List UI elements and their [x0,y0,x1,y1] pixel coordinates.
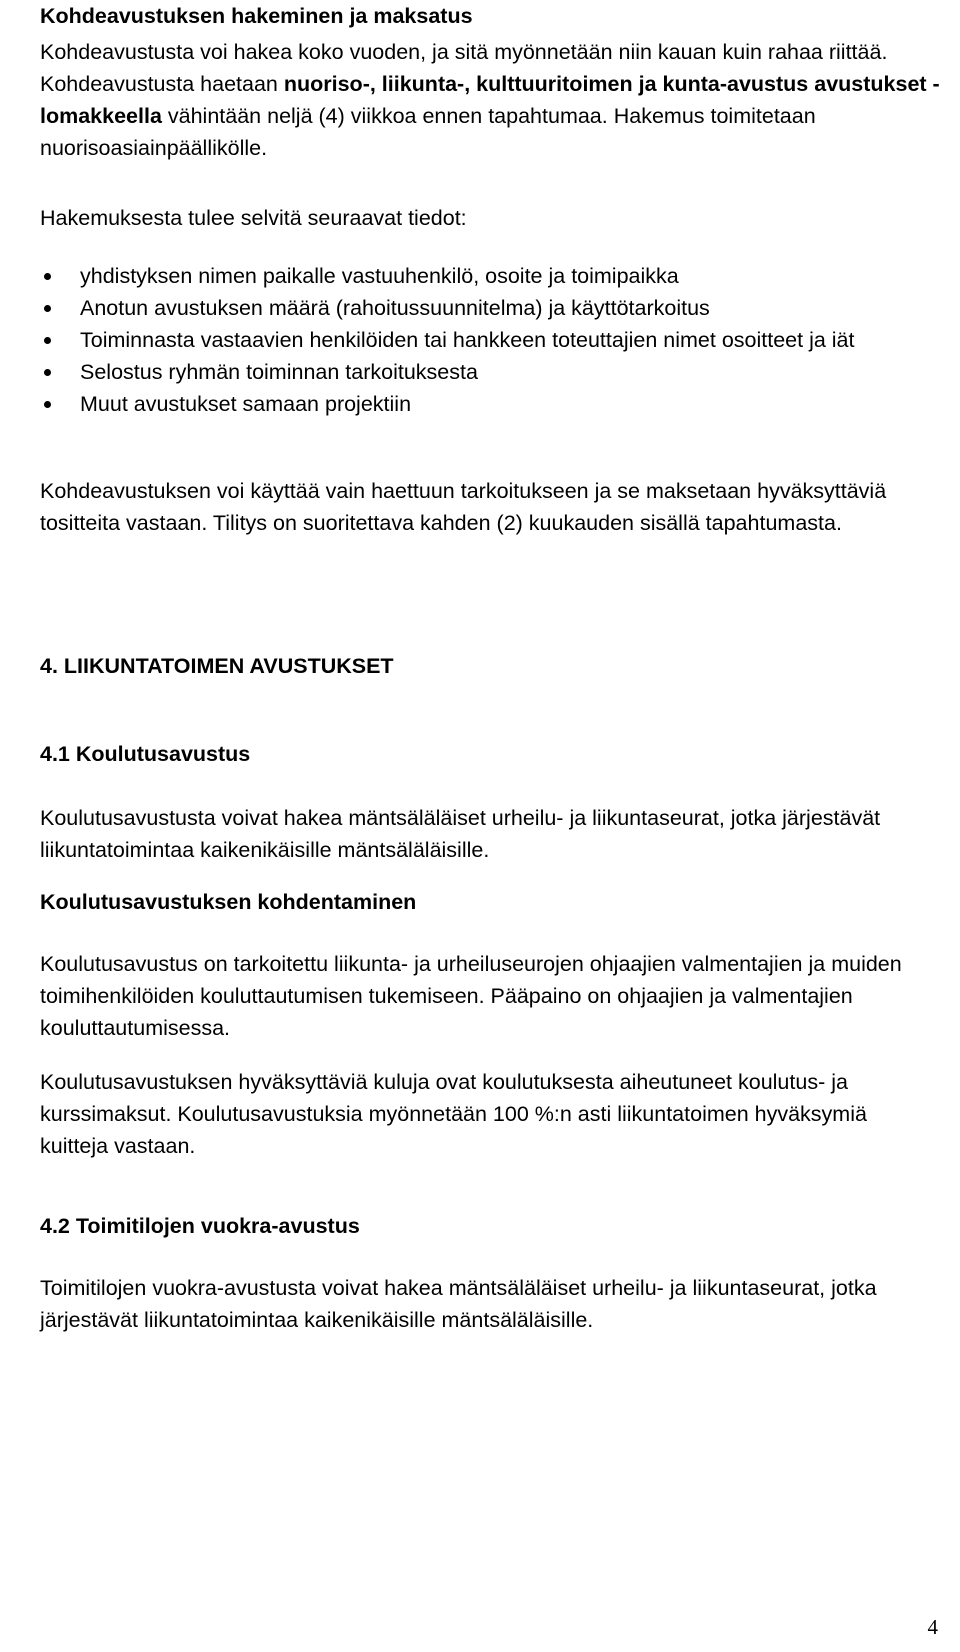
list-item-text: yhdistyksen nimen paikalle vastuuhenkilö, osoite ja toimipaikka [80,264,679,288]
bullet-icon [44,305,51,312]
bullet-icon [44,401,51,408]
bullet-icon [44,337,51,344]
bullet-icon [44,369,51,376]
list-item [40,388,940,420]
section-4-1-paragraph-1: Koulutusavustusta voivat hakea mäntsäläläiset urheilu- ja liikuntaseurat, jotka järjestävät liikuntatoimintaa kaikenikäisille mäntsäläläisille. [40,806,881,862]
page-number: 4 [927,1615,938,1639]
section-heading-4-2: 4.2 Toimitilojen vuokra-avustus [40,1214,360,1238]
section-heading-4: 4. LIIKUNTATOIMEN AVUSTUKSET [40,654,394,678]
list-item-text: Anotun avustuksen määrä (rahoitussuunnitelma) ja käyttötarkoitus [80,296,710,320]
section-4-1-paragraph-2: Koulutusavustus on tarkoitettu liikunta- ja urheiluseurojen ohjaajien valmentajien ja muiden toimihenkilöiden kouluttautumisen tukemiseen. Pääpaino on ohjaajien ja valmentajien kouluttautumisessa. [40,952,902,1040]
list-item [40,292,940,324]
paragraph-text: Kohdeavustusta voi hakea koko vuoden, ja sitä myönnetään niin kauan kuin rahaa riittää. Kohdeavustusta haetaan [40,40,888,96]
section-heading-4-1: 4.1 Koulutusavustus [40,742,251,766]
section-heading-funding-apply: Kohdeavustuksen hakeminen ja maksatus [40,4,473,28]
list-item-text: Toiminnasta vastaavien henkilöiden tai hankkeen toteuttajien nimet osoitteet ja iät [80,328,855,352]
list-item-text: Selostus ryhmän toiminnan tarkoituksesta [80,360,478,384]
list-item-text: Muut avustukset samaan projektiin [80,392,412,416]
subheading-training-allocation: Koulutusavustuksen kohdentaminen [40,890,417,914]
funding-apply-paragraph-1 [40,36,940,164]
required-info-list [40,260,940,420]
paragraph-text: vähintään neljä (4) viikkoa ennen tapahtumaa. Hakemus toimitetaan nuorisoasiainpäällikölle. [40,104,816,160]
bullet-icon [44,273,51,280]
list-item [40,356,940,388]
section-4-1-paragraph-3: Koulutusavustuksen hyväksyttäviä kuluja ovat koulutuksesta aiheutuneet koulutus- ja kurssimaksut. Koulutusavustuksia myönnetään 100 %:n asti liikuntatoimen hyväksymiä kuitteja vastaan. [40,1070,867,1158]
section-4-2-paragraph-1: Toimitilojen vuokra-avustusta voivat hakea mäntsäläläiset urheilu- ja liikuntaseurat, jotka järjestävät liikuntatoimintaa kaikenikäisille mäntsäläläisille. [40,1276,877,1332]
paragraph-bold-text: nuoriso-, liikunta-, kulttuuritoimen ja kunta-avustus avustukset -lomakkeella [40,72,940,128]
list-item [40,260,940,292]
list-item [40,324,940,356]
funding-apply-paragraph-2: Hakemuksesta tulee selvitä seuraavat tiedot: [40,206,467,230]
funding-apply-paragraph-3: Kohdeavustuksen voi käyttää vain haettuun tarkoitukseen ja se maksetaan hyväksyttäviä tositteita vastaan. Tilitys on suoritettava kahden (2) kuukauden sisällä tapahtumasta. [40,479,887,535]
